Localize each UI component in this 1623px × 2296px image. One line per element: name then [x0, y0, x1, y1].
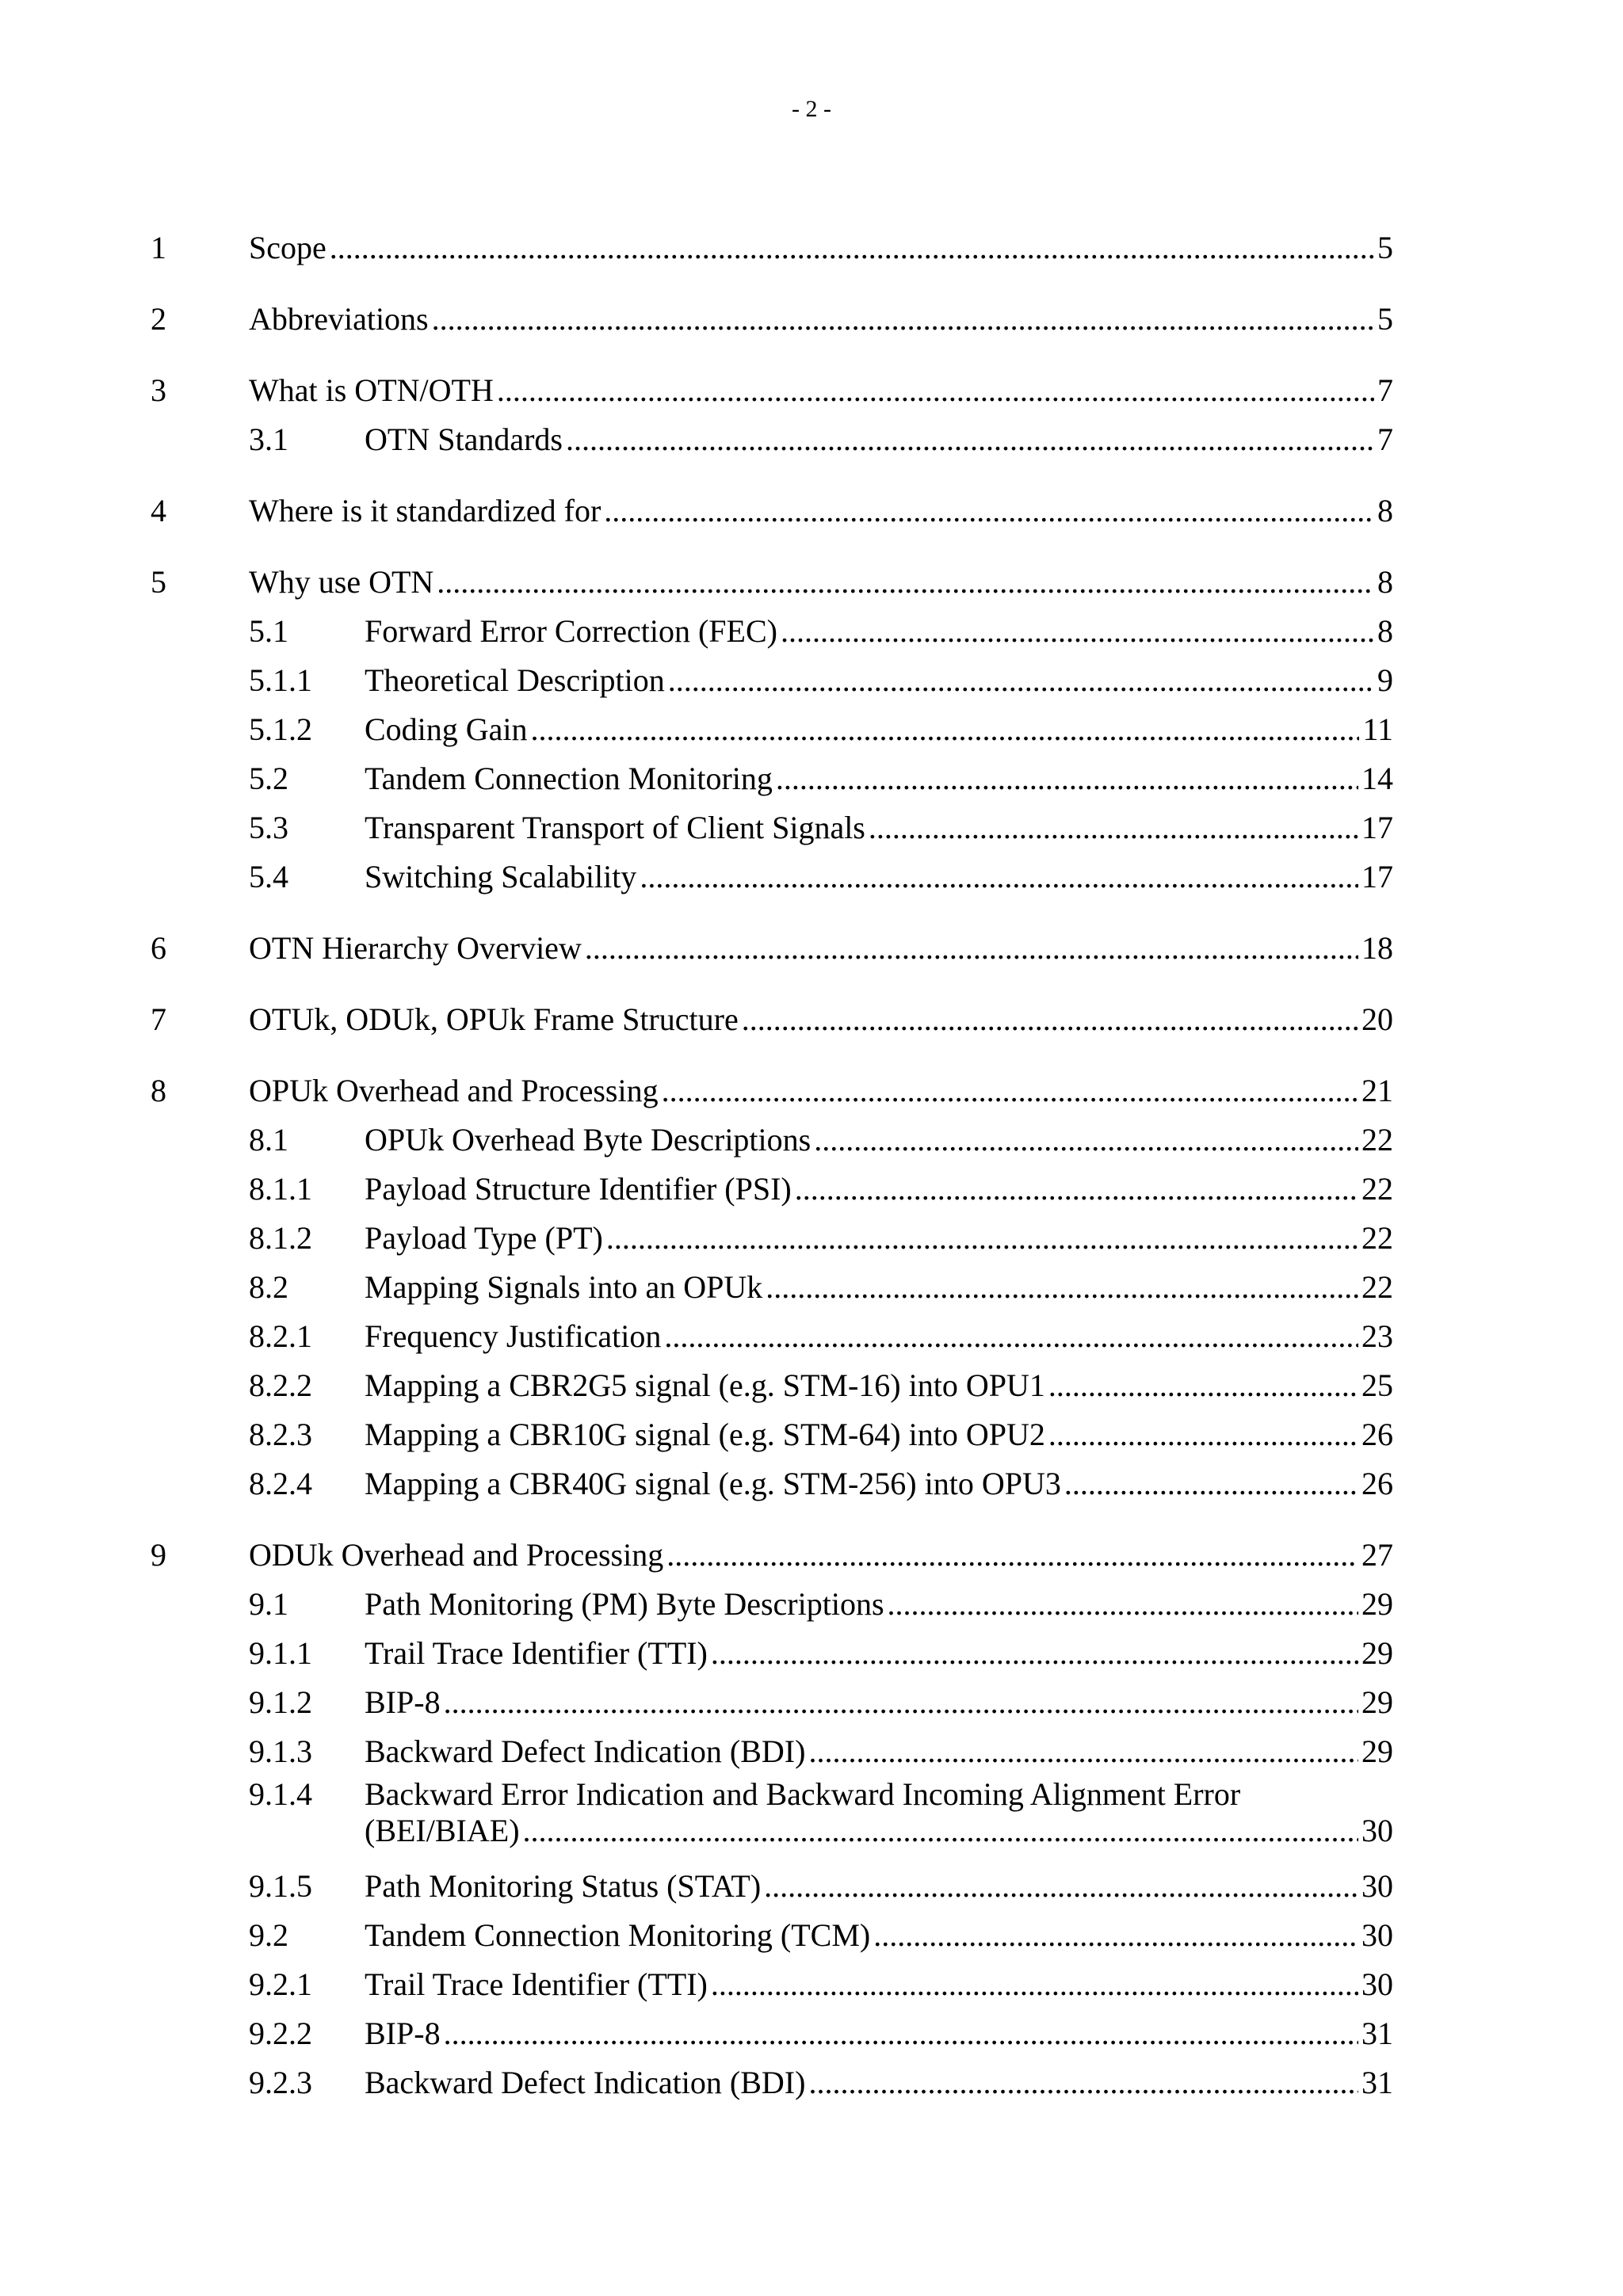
toc-entry-8-1-2[interactable]: [0, 1214, 1623, 1263]
toc-title: BIP-8: [365, 2016, 441, 2051]
toc-title: OTUk, ODUk, OPUk Frame Structure: [249, 1001, 739, 1037]
toc-number: 9.2.1: [249, 1966, 312, 2002]
toc-leader: [432, 295, 1374, 344]
toc-entry-8-1-1[interactable]: [0, 1165, 1623, 1214]
toc-title: Scope: [249, 230, 327, 265]
toc-number: 9.2.3: [249, 2065, 312, 2100]
toc-title: Path Monitoring Status (STAT): [365, 1868, 762, 1904]
toc-entry-8-2-4[interactable]: [0, 1459, 1623, 1508]
toc-entry-5-1-1[interactable]: [0, 656, 1623, 705]
toc-entry-9[interactable]: [0, 1531, 1623, 1580]
toc-page: 23: [1361, 1318, 1393, 1354]
toc-page: 14: [1361, 761, 1393, 796]
toc-title: Transparent Transport of Client Signals: [365, 810, 865, 845]
toc-entry-7[interactable]: [0, 995, 1623, 1044]
toc-number: 7: [151, 1001, 166, 1037]
toc-title: Frequency Justification: [365, 1318, 662, 1354]
toc-page: 17: [1361, 810, 1393, 845]
toc-number: 2: [151, 301, 166, 337]
toc-title: Path Monitoring (PM) Byte Descriptions: [365, 1586, 884, 1622]
toc-page: 22: [1361, 1269, 1393, 1305]
toc-title: Mapping a CBR10G signal (e.g. STM-64) into OPU2: [365, 1417, 1045, 1452]
toc-title: Payload Structure Identifier (PSI): [365, 1171, 792, 1207]
toc-page: 26: [1361, 1417, 1393, 1452]
toc-number: 8.2.3: [249, 1417, 312, 1452]
toc-entry-9-1[interactable]: [0, 1580, 1623, 1629]
toc-entry-9-1-1[interactable]: [0, 1629, 1623, 1678]
toc-number: 5: [151, 564, 166, 600]
toc-entry-9-2-2[interactable]: [0, 2009, 1623, 2058]
toc-leader: [444, 2009, 1358, 2058]
toc-leader: [566, 415, 1374, 464]
toc-leader: [640, 852, 1358, 902]
toc-title: Abbreviations: [249, 301, 429, 337]
toc-entry-8-2-2[interactable]: [0, 1361, 1623, 1410]
toc-number: 9.1.4: [249, 1776, 312, 1812]
toc-page: 29: [1361, 1635, 1393, 1671]
toc-page: 31: [1361, 2065, 1393, 2100]
toc-entry-9-1-4[interactable]: [0, 1776, 1623, 1862]
toc-page: 26: [1361, 1466, 1393, 1501]
toc-page: 8: [1377, 564, 1393, 600]
toc-entry-9-2[interactable]: [0, 1911, 1623, 1960]
toc-leader: [604, 486, 1374, 536]
toc-number: 9.1.1: [249, 1635, 312, 1671]
toc-number: 6: [151, 930, 166, 966]
toc-leader: [666, 1531, 1358, 1580]
toc-title: OTN Standards: [365, 421, 563, 457]
toc-title: Mapping a CBR2G5 signal (e.g. STM-16) into OPU1: [365, 1367, 1045, 1403]
toc-leader: [869, 803, 1358, 852]
toc-title: Why use OTN: [249, 564, 434, 600]
toc-entry-9-2-1[interactable]: [0, 1960, 1623, 2009]
toc-title: Backward Defect Indication (BDI): [365, 1733, 806, 1769]
toc-page: 30: [1361, 1966, 1393, 2002]
toc-page: 9: [1377, 662, 1393, 698]
toc-page: 5: [1377, 301, 1393, 337]
toc-leader: [808, 2058, 1358, 2107]
toc-leader: [766, 1263, 1358, 1312]
toc-number: 9.2.2: [249, 2016, 312, 2051]
toc-leader: [664, 1312, 1358, 1361]
toc-page: 18: [1361, 930, 1393, 966]
toc-page: 11: [1362, 711, 1393, 747]
toc-title: What is OTN/OTH: [249, 372, 494, 408]
toc-page: 29: [1361, 1684, 1393, 1720]
toc-title: Mapping Signals into an OPUk: [365, 1269, 763, 1305]
page-number: - 2 -: [792, 96, 831, 122]
toc-number: 5.1.1: [249, 662, 312, 698]
toc-number: 8.1.1: [249, 1171, 312, 1207]
toc-page: 30: [1361, 1868, 1393, 1904]
toc-entry-8-1[interactable]: [0, 1116, 1623, 1165]
toc-page: 27: [1361, 1537, 1393, 1573]
toc-page: 29: [1361, 1586, 1393, 1622]
toc-number: 4: [151, 493, 166, 528]
toc-number: 5.1: [249, 613, 288, 649]
toc-entry-4[interactable]: [0, 486, 1623, 536]
toc-leader: [1048, 1410, 1358, 1459]
toc-number: 5.2: [249, 761, 288, 796]
toc-number: 8.2: [249, 1269, 288, 1305]
toc-leader: [497, 366, 1374, 415]
toc-leader: [531, 705, 1360, 754]
toc-title-line-1: Backward Error Indication and Backward Incoming Alignment Error: [365, 1776, 1241, 1812]
toc-leader: [585, 924, 1358, 973]
toc-number: 5.4: [249, 859, 288, 894]
toc-title: Tandem Connection Monitoring (TCM): [365, 1917, 871, 1953]
toc-page: 31: [1361, 2016, 1393, 2051]
toc-entry-8-2-1[interactable]: [0, 1312, 1623, 1361]
toc-number: 9.1.2: [249, 1684, 312, 1720]
toc-leader: [662, 1066, 1358, 1116]
toc-title: Backward Defect Indication (BDI): [365, 2065, 806, 2100]
toc-title: Where is it standardized for: [249, 493, 601, 528]
toc-page: 30: [1361, 1813, 1393, 1848]
toc-page: 20: [1361, 1001, 1393, 1037]
toc-number: 9.1: [249, 1586, 288, 1622]
toc-number: 9.2: [249, 1917, 288, 1953]
toc-page: 22: [1361, 1122, 1393, 1158]
toc-title-line-2: (BEI/BIAE): [365, 1813, 520, 1848]
toc-leader: [764, 1862, 1358, 1911]
toc-leader: [1048, 1361, 1358, 1410]
toc-entry-5[interactable]: [0, 558, 1623, 607]
toc-entry-5-2[interactable]: [0, 754, 1623, 803]
toc-leader: [781, 607, 1374, 656]
toc-entry-3[interactable]: [0, 366, 1623, 415]
toc-leader: [606, 1214, 1358, 1263]
toc-leader: [330, 223, 1374, 273]
toc-page: 8: [1377, 613, 1393, 649]
toc-leader: [668, 656, 1374, 705]
toc-leader: [795, 1165, 1358, 1214]
toc-entry-3-1[interactable]: [0, 415, 1623, 464]
toc-number: 3.1: [249, 421, 288, 457]
toc-page: 22: [1361, 1220, 1393, 1256]
toc-page: 25: [1361, 1367, 1393, 1403]
toc-leader: [711, 1629, 1358, 1678]
toc-entry-9-1-2[interactable]: [0, 1678, 1623, 1727]
toc-entry-5-1-2[interactable]: [0, 705, 1623, 754]
toc-number: 1: [151, 230, 166, 265]
toc-title: Trail Trace Identifier (TTI): [365, 1635, 708, 1671]
toc-title: OPUk Overhead and Processing: [249, 1073, 659, 1108]
toc-page: 21: [1361, 1073, 1393, 1108]
toc-title: Switching Scalability: [365, 859, 637, 894]
toc-title: OTN Hierarchy Overview: [249, 930, 582, 966]
toc-page: 5: [1377, 230, 1393, 265]
toc-entry-5-4[interactable]: [0, 852, 1623, 902]
toc-number: 8: [151, 1073, 166, 1108]
toc-leader: [437, 558, 1374, 607]
toc-leader: [523, 1813, 1358, 1849]
toc-leader: [888, 1580, 1358, 1629]
toc-entry-9-1-5[interactable]: [0, 1862, 1623, 1911]
toc-title: Tandem Connection Monitoring: [365, 761, 773, 796]
toc-title: Theoretical Description: [365, 662, 665, 698]
table-of-contents: [0, 223, 1623, 2107]
toc-leader: [444, 1678, 1358, 1727]
toc-page: 8: [1377, 493, 1393, 528]
toc-leader: [873, 1911, 1358, 1960]
toc-entry-5-3[interactable]: [0, 803, 1623, 852]
toc-title: OPUk Overhead Byte Descriptions: [365, 1122, 812, 1158]
toc-title: Trail Trace Identifier (TTI): [365, 1966, 708, 2002]
toc-title: Mapping a CBR40G signal (e.g. STM-256) into OPU3: [365, 1466, 1061, 1501]
toc-number: 8.1.2: [249, 1220, 312, 1256]
toc-entry-8[interactable]: [0, 1066, 1623, 1116]
toc-entry-5-1[interactable]: [0, 607, 1623, 656]
toc-entry-6[interactable]: [0, 924, 1623, 973]
toc-page: 7: [1377, 372, 1393, 408]
toc-page: 17: [1361, 859, 1393, 894]
toc-leader: [808, 1727, 1358, 1776]
toc-number: 8.2.2: [249, 1367, 312, 1403]
toc-leader: [1064, 1459, 1358, 1508]
toc-title: Forward Error Correction (FEC): [365, 613, 777, 649]
toc-page: 7: [1377, 421, 1393, 457]
toc-entry-8-2-3[interactable]: [0, 1410, 1623, 1459]
toc-leader: [814, 1116, 1358, 1165]
toc-number: 8.2.1: [249, 1318, 312, 1354]
toc-entry-9-2-3[interactable]: [0, 2058, 1623, 2107]
toc-page: 29: [1361, 1733, 1393, 1769]
toc-entry-9-1-3[interactable]: [0, 1727, 1623, 1776]
toc-entry-1[interactable]: [0, 223, 1623, 273]
toc-number: 9.1.5: [249, 1868, 312, 1904]
toc-number: 8.1: [249, 1122, 288, 1158]
toc-number: 8.2.4: [249, 1466, 312, 1501]
toc-title: Coding Gain: [365, 711, 528, 747]
toc-title: BIP-8: [365, 1684, 441, 1720]
toc-title: ODUk Overhead and Processing: [249, 1537, 664, 1573]
toc-entry-8-2[interactable]: [0, 1263, 1623, 1312]
toc-entry-2[interactable]: [0, 295, 1623, 344]
toc-number: 9: [151, 1537, 166, 1573]
toc-number: 9.1.3: [249, 1733, 312, 1769]
toc-leader: [711, 1960, 1358, 2009]
toc-title: Payload Type (PT): [365, 1220, 603, 1256]
toc-leader: [776, 754, 1358, 803]
toc-page: 22: [1361, 1171, 1393, 1207]
toc-page: 30: [1361, 1917, 1393, 1953]
toc-number: 5.1.2: [249, 711, 312, 747]
toc-leader: [742, 995, 1358, 1044]
toc-number: 3: [151, 372, 166, 408]
toc-number: 5.3: [249, 810, 288, 845]
